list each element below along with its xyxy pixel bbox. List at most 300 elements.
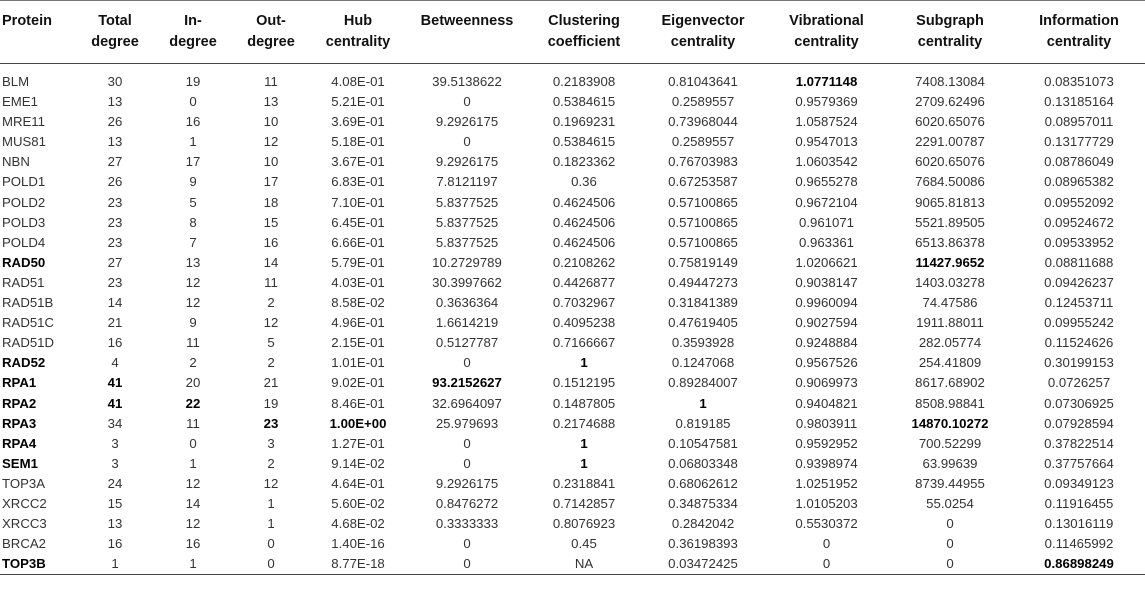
table-cell: 0 (189, 435, 197, 451)
table-row (0, 534, 1145, 554)
table-cell: 0.09349123 (1044, 475, 1114, 491)
protein-name-cell: RPA3 (2, 415, 37, 431)
table-cell: 0 (189, 94, 197, 110)
table-cell: 4 (111, 355, 119, 371)
table-cell: 4.08E-01 (331, 74, 385, 89)
table-cell: 0.9592952 (795, 435, 858, 451)
table-cell: 13 (107, 94, 123, 110)
table-cell: 10.2729789 (432, 254, 502, 270)
table-cell: 1403.03278 (915, 274, 985, 290)
table-cell: 0.13016119 (1044, 516, 1114, 532)
protein-name-cell: RAD51C (2, 315, 55, 331)
column-header-text: centrality (917, 34, 983, 50)
table-cell: 0.963361 (798, 234, 854, 250)
table-cell: 0.57100865 (668, 194, 738, 210)
table-cell: 0.68062612 (668, 475, 738, 491)
table-cell: 0.8076923 (552, 516, 616, 532)
table-cell: 4.68E-02 (331, 516, 385, 532)
table-cell: 3 (111, 455, 119, 471)
table-cell: 8.46E-01 (331, 395, 385, 411)
column-header-text: Out- (256, 13, 286, 29)
table-cell: 0.07928594 (1044, 415, 1114, 431)
table-cell: 55.0254 (926, 495, 974, 511)
table-cell: 9.2926175 (435, 475, 499, 491)
column-header-text: Total (98, 13, 132, 29)
column-header (0, 1, 76, 64)
table-row (0, 273, 1145, 293)
table-cell: 1.6614219 (435, 315, 499, 331)
table-cell: 0.4624506 (552, 214, 616, 230)
table-cell: 1.0587524 (795, 114, 858, 130)
column-header (528, 1, 640, 64)
table-row (0, 112, 1145, 132)
table-cell: 14 (263, 254, 279, 270)
table-cell: 0.5384615 (552, 134, 616, 150)
column-header (1013, 1, 1145, 64)
table-cell: 8.77E-18 (310, 554, 406, 575)
table-cell: 0.9960094 (795, 295, 858, 311)
table-cell: 3.69E-01 (331, 114, 385, 130)
table-cell: 63.99639 (922, 455, 978, 471)
table-cell: 0.31841389 (668, 295, 738, 311)
table-cell: 0.0726257 (1047, 375, 1111, 391)
table-cell: 24 (107, 475, 123, 491)
table-cell: 5.8377525 (435, 234, 499, 250)
table-cell: 23 (107, 234, 123, 250)
column-header (76, 1, 154, 64)
table-cell: 5.21E-01 (331, 94, 385, 110)
table-cell: 2.15E-01 (331, 335, 385, 351)
table-cell: 9.14E-02 (331, 455, 385, 471)
table-cell: 4.96E-01 (331, 315, 385, 331)
protein-name-cell: BRCA2 (2, 536, 46, 552)
table-cell: 0.34875334 (668, 495, 738, 511)
table-cell: 0.81043641 (668, 74, 738, 89)
header-row (0, 1, 1145, 64)
table-cell: 0 (406, 554, 528, 575)
protein-name-cell: SEM1 (2, 455, 38, 471)
column-header-text: Betweenness (420, 13, 514, 29)
column-header-text: Protein (2, 13, 52, 29)
table-cell: 3.67E-01 (331, 154, 385, 170)
table-cell: 0 (887, 554, 1013, 575)
table-cell: 0.09955242 (1044, 315, 1114, 331)
table-cell: 0.9404821 (795, 395, 858, 411)
table-cell: 13 (107, 516, 123, 532)
table-cell: 39.5138622 (432, 74, 502, 89)
table-row (0, 554, 1145, 575)
column-header-text: In- (184, 13, 202, 29)
table-cell: 0.13177729 (1044, 134, 1114, 150)
table-cell: 1.0206621 (795, 254, 858, 270)
table-cell: 0.10547581 (668, 435, 738, 451)
table-row (0, 333, 1145, 353)
table-cell: 0.11916455 (1044, 495, 1114, 511)
table-cell: 0.36198393 (668, 536, 738, 552)
table-cell: 0.08786049 (1044, 154, 1114, 170)
table-cell: 9065.81813 (915, 194, 985, 210)
table-cell: 0.2183908 (552, 74, 616, 89)
table-cell: 12 (185, 295, 201, 311)
table-cell: 41 (107, 395, 123, 411)
table-cell: 8508.98841 (915, 395, 985, 411)
table-cell: 1 (580, 455, 588, 471)
table-cell: 0.08811688 (1044, 254, 1114, 270)
table-cell: 0.1512195 (552, 375, 616, 391)
table-cell: 21 (263, 375, 279, 391)
table-cell: 26 (107, 114, 123, 130)
table-cell: 12 (185, 516, 201, 532)
protein-name-cell: RAD52 (2, 355, 46, 371)
table-cell: 6020.65076 (915, 154, 985, 170)
table-cell: 1.0251952 (795, 475, 858, 491)
column-header-text: Vibrational (789, 13, 864, 29)
table-cell: 32.6964097 (432, 395, 502, 411)
table-row (0, 92, 1145, 112)
table-row (0, 172, 1145, 192)
table-cell: 0 (463, 455, 471, 471)
table-cell: 0.06803348 (668, 455, 738, 471)
table-cell: 0.1823362 (552, 154, 616, 170)
table-cell: 27 (107, 154, 123, 170)
table-cell: 1.0603542 (795, 154, 858, 170)
protein-name-cell: BLM (2, 74, 30, 89)
protein-name-cell: XRCC3 (2, 516, 47, 532)
table-cell: 8 (189, 214, 197, 230)
table-cell: 0.9803911 (795, 415, 858, 431)
table-row (0, 414, 1145, 434)
table-cell: 0.9027594 (795, 315, 858, 331)
column-header (887, 1, 1013, 64)
table-body (0, 64, 1145, 575)
table-cell: 0.67253587 (668, 174, 738, 190)
table-cell: 41 (107, 375, 123, 391)
table-cell: 0.7142857 (552, 495, 616, 511)
table-cell: 0.09426237 (1044, 274, 1114, 290)
table-cell: 0.1247068 (671, 355, 735, 371)
table-cell: 1.00E+00 (329, 415, 387, 431)
table-cell: 17 (263, 174, 279, 190)
protein-name-cell: EME1 (2, 94, 38, 110)
table-row (0, 373, 1145, 393)
table-cell: 1.0771148 (795, 74, 858, 89)
table-cell: 4.64E-01 (331, 475, 385, 491)
table-cell: 93.2152627 (432, 375, 502, 391)
table-cell: 0.3333333 (435, 516, 499, 532)
table-cell: 0.2589557 (671, 94, 735, 110)
table-cell: 0 (267, 536, 275, 552)
table-cell: 10 (263, 114, 279, 130)
table-cell: 23 (107, 194, 123, 210)
table-cell: 2 (267, 455, 275, 471)
table-cell: 0.09533952 (1044, 234, 1114, 250)
table-cell: 12 (185, 475, 201, 491)
column-header-text: degree (247, 34, 295, 50)
table-cell: 6513.86378 (915, 234, 985, 250)
protein-name-cell: RAD50 (2, 254, 46, 270)
table-cell: 0.961071 (798, 214, 854, 230)
table-cell: 0.37757664 (1044, 455, 1114, 471)
table-cell: 5 (267, 335, 275, 351)
table-cell: 0.37822514 (1044, 435, 1114, 451)
column-header-text: Subgraph (916, 13, 984, 29)
table-cell: 0.5384615 (552, 94, 616, 110)
table-cell: 0.7032967 (552, 295, 616, 311)
table-cell: 7684.50086 (915, 174, 985, 190)
protein-name-cell: TOP3B (0, 554, 76, 575)
table-cell: 0 (463, 355, 471, 371)
table-cell: 0.08957011 (1044, 114, 1114, 130)
table-cell: 1 (189, 134, 197, 150)
table-cell: 7.8121197 (436, 174, 498, 190)
protein-name-cell: POLD3 (2, 214, 46, 230)
table-cell: 2 (189, 355, 197, 371)
table-cell: 20 (185, 375, 201, 391)
table-cell: 0.49447273 (668, 274, 738, 290)
table-cell: 9.2926175 (435, 154, 499, 170)
table-cell: 11 (264, 274, 278, 290)
table-cell: 0.9248884 (795, 335, 858, 351)
table-cell: 0.47619405 (668, 315, 738, 331)
table-cell: 12 (263, 134, 279, 150)
table-cell: 0.76703983 (668, 154, 738, 170)
table-cell: 1 (154, 554, 232, 575)
table-cell: 19 (185, 74, 201, 89)
table-cell: 30 (107, 74, 123, 89)
table-cell: 7408.13084 (915, 74, 985, 89)
table-cell: 9 (189, 315, 197, 331)
table-cell: 2291.00787 (915, 134, 985, 150)
table-cell: 700.52299 (918, 435, 982, 451)
column-header-text: degree (169, 34, 217, 50)
table-cell: 16 (185, 114, 201, 130)
table-cell: 1.27E-01 (331, 435, 385, 451)
table-cell: 5.18E-01 (331, 134, 385, 150)
table-cell: 0.4624506 (552, 234, 616, 250)
column-header-text: degree (91, 34, 139, 50)
column-header-text: Information (1039, 13, 1119, 29)
table-cell: 16 (263, 234, 279, 250)
column-header (766, 1, 887, 64)
protein-name-cell: RAD51D (2, 335, 55, 351)
table-cell: NA (528, 554, 640, 575)
table-row (0, 233, 1145, 253)
table-cell: 19 (263, 395, 279, 411)
table-cell: 0.2589557 (671, 134, 735, 150)
protein-name-cell: NBN (2, 154, 30, 170)
table-cell: 9.2926175 (435, 114, 499, 130)
table-cell: 8739.44955 (915, 475, 985, 491)
column-header (154, 1, 232, 64)
column-header-text: centrality (325, 34, 391, 50)
table-cell: 0.13185164 (1044, 94, 1114, 110)
table-cell: 0.3636364 (435, 295, 499, 311)
protein-name-cell: TOP3A (2, 475, 46, 491)
table-cell: 2709.62496 (915, 94, 985, 110)
protein-name-cell: RPA4 (2, 435, 37, 451)
table-cell: 0.08351073 (1044, 74, 1114, 89)
column-header-text: centrality (1046, 34, 1112, 50)
table-cell: 0.5127787 (435, 335, 499, 351)
table-cell: 0 (463, 435, 471, 451)
table-cell: 0.9672104 (795, 194, 858, 210)
table-cell: 11 (186, 415, 200, 431)
table-cell: 0 (463, 536, 471, 552)
table-cell: 0 (463, 94, 471, 110)
protein-name-cell: POLD1 (2, 174, 46, 190)
table-cell: 5 (189, 194, 197, 210)
table-cell: 0 (946, 536, 954, 552)
table-cell: 0.9579369 (795, 94, 858, 110)
table-row (0, 494, 1145, 514)
table-cell: 0.03472425 (640, 554, 766, 575)
table-row (0, 132, 1145, 152)
table-cell: 2 (267, 295, 275, 311)
table-cell: 0.12453711 (1044, 295, 1114, 311)
table-cell: 0.36 (571, 174, 597, 190)
table-cell: 0.73968044 (668, 114, 738, 130)
table-cell: 13 (185, 254, 201, 270)
table-cell: 0.2108262 (552, 254, 616, 270)
table-cell: 5521.89505 (915, 214, 985, 230)
table-cell: 0.2842042 (671, 516, 735, 532)
table-cell: 27 (107, 254, 123, 270)
table-cell: 0.11524626 (1044, 335, 1114, 351)
table-cell: 1.40E-16 (331, 536, 385, 552)
table-cell: 0.9069973 (795, 375, 858, 391)
protein-name-cell: RPA2 (2, 395, 37, 411)
column-header-text: Eigenvector (661, 13, 745, 29)
protein-name-cell: MUS81 (2, 134, 46, 150)
table-row (0, 152, 1145, 172)
table-cell: 1 (267, 495, 275, 511)
table-cell: 5.79E-01 (331, 254, 385, 270)
table-cell: 14 (107, 295, 123, 311)
table-cell: 0 (463, 134, 471, 150)
column-header (310, 1, 406, 64)
table-cell: 15 (107, 495, 123, 511)
table-cell: 5.8377525 (435, 194, 499, 210)
table-cell: 30.3997662 (432, 274, 502, 290)
table-cell: 0.9398974 (795, 455, 858, 471)
table-cell: 13 (107, 134, 123, 150)
table-row (0, 313, 1145, 333)
table-cell: 0.3593928 (671, 335, 735, 351)
table-cell: 0.11465992 (1044, 536, 1114, 552)
table-cell: 4.03E-01 (331, 274, 385, 290)
column-header (232, 1, 310, 64)
table-cell: 13 (263, 94, 279, 110)
column-header (406, 1, 528, 64)
table-cell: 22 (185, 395, 201, 411)
table-cell: 0.1969231 (552, 114, 616, 130)
table-cell: 12 (263, 315, 279, 331)
table-cell: 282.05774 (918, 335, 982, 351)
table-cell: 0.9547013 (795, 134, 858, 150)
column-header-text: coefficient (547, 34, 621, 50)
column-header-text: Hub (343, 13, 373, 29)
table-cell: 9.02E-01 (331, 375, 385, 391)
table-cell: 0 (946, 516, 954, 532)
protein-name-cell: POLD2 (2, 194, 46, 210)
table-cell: 16 (107, 335, 123, 351)
table-cell: 1 (580, 435, 588, 451)
table-cell: 0.4426877 (552, 274, 616, 290)
table-cell: 0.1487805 (552, 395, 616, 411)
table-cell: 8617.68902 (915, 375, 985, 391)
table-cell: 11 (264, 74, 278, 89)
table-cell: 0.2174688 (552, 415, 616, 431)
table-cell: 14 (185, 495, 201, 511)
table-cell: 15 (263, 214, 279, 230)
table-cell: 0.09552092 (1044, 194, 1114, 210)
table-cell: 0.07306925 (1044, 395, 1114, 411)
table-cell: 1.0105203 (795, 495, 858, 511)
table-cell: 26 (107, 174, 123, 190)
table-cell: 21 (107, 315, 123, 331)
table-cell: 0.86898249 (1013, 554, 1145, 575)
protein-name-cell: RAD51 (2, 274, 45, 290)
column-header (640, 1, 766, 64)
table-cell: 0 (766, 554, 887, 575)
table-cell: 1 (76, 554, 154, 575)
protein-name-cell: XRCC2 (2, 495, 47, 511)
table-cell: 34 (107, 415, 123, 431)
column-header-text: centrality (794, 34, 859, 50)
protein-name-cell: RAD51B (2, 295, 54, 311)
table-cell: 0.57100865 (668, 234, 738, 250)
table-cell: 23 (107, 274, 123, 290)
table-cell: 254.41809 (918, 355, 982, 371)
protein-name-cell: RPA1 (2, 375, 37, 391)
protein-name-cell: POLD4 (2, 234, 46, 250)
table-row (0, 253, 1145, 273)
table-row (0, 454, 1145, 474)
table-cell: 25.979693 (435, 415, 499, 431)
table-row (0, 353, 1145, 373)
table-cell: 0.4095238 (552, 315, 616, 331)
table-cell: 23 (107, 214, 123, 230)
table-cell: 0.9655278 (795, 174, 858, 190)
table-row (0, 293, 1145, 313)
table-cell: 18 (263, 194, 279, 210)
table-cell: 3 (111, 435, 119, 451)
table-cell: 0.9038147 (795, 274, 858, 290)
table-row (0, 514, 1145, 534)
table-cell: 0.7166667 (552, 335, 616, 351)
table-cell: 12 (263, 475, 279, 491)
table-cell: 1 (189, 455, 197, 471)
protein-name-cell: MRE11 (2, 114, 45, 130)
table-cell: 16 (107, 536, 123, 552)
table-cell: 11 (186, 335, 200, 351)
table-cell: 0.57100865 (668, 214, 738, 230)
table-cell: 3 (267, 435, 275, 451)
column-header-text: Clustering (548, 13, 620, 29)
table-row (0, 394, 1145, 414)
table-cell: 6.45E-01 (331, 214, 385, 230)
table-cell: 1911.88011 (916, 315, 984, 331)
table-cell: 1.01E-01 (331, 355, 385, 371)
table-cell: 11427.9652 (915, 254, 985, 270)
table-cell: 0.45 (571, 536, 597, 552)
table-cell: 7 (189, 234, 197, 250)
table-cell: 6020.65076 (915, 114, 985, 130)
table-cell: 12 (185, 274, 201, 290)
table-cell: 17 (185, 154, 201, 170)
table-cell: 7.10E-01 (331, 194, 385, 210)
table-cell: 14870.10272 (911, 415, 989, 431)
